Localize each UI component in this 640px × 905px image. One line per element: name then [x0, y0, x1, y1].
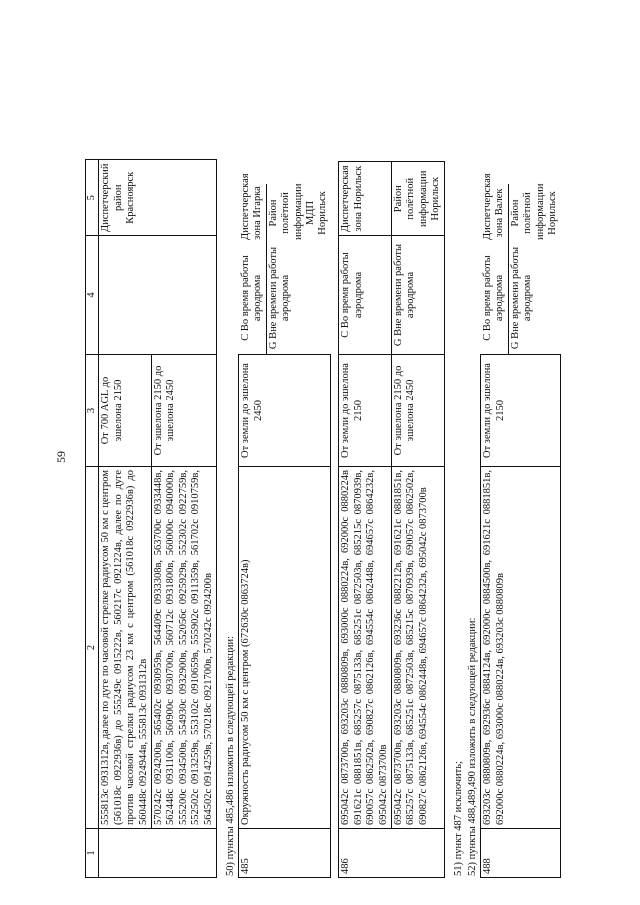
boundary-cell: 570242с 0924200в, 565402с 0930959в, 564409с 0933308в, 563700с 0933448в, 562448с 0931100в, 560900с 0930700в, 560712с 0931800в, 560000с 0940000в, 555200с 0934500в, 554930с 0932900в, 552056с 0925929в, 552302с 0922759в, 552502с 0913259в, 553102с 0910659в, 555902с 0911359в, 561702с 0910759в, 564502с 0914259в, 570218с 0921700в, 570242с 0924200в [152, 467, 217, 829]
boundary-cell: Окружность радиусом 50 км с центром (672630с 0863724в) [239, 467, 331, 829]
boundary-cell: 693203с 0880809в, 692936с 0884124в, 692000с 0884500в, 691621с 0881851в, 692000с 0880224в, 693000с 0880224в, 693203с 0880809в [481, 467, 560, 829]
altitude-cell: От земли до эшелона 2150 [339, 355, 392, 467]
unit-text: Район полётной информации Норильск [508, 184, 560, 242]
table-row [481, 184, 560, 878]
class-cell [99, 236, 217, 355]
class-cell [239, 242, 331, 355]
boundary-cell: 695042с 0873700в, 693203с 0880809в, 693000с 0880224в, 692000с 0880224в 691621с 0881851в, 685257с 0875133в, 685251с 0872503в, 685215с 0870939в, 690057с 0862502в, 690827с 0862126в, 694554с 0862448в, 694657с 0864232в, 695042с 0873700в [339, 467, 392, 829]
table-488 [480, 173, 560, 878]
page-number: 59 [54, 451, 68, 463]
altitude-cell: От земли до эшелона 2150 [481, 355, 560, 467]
table-row [99, 160, 152, 878]
col-header-2: 2 [86, 467, 99, 829]
item-number: 485 [239, 829, 331, 878]
amendment-note: 52) пункты 488,489,490 изложить в следующей редакции: [466, 617, 478, 876]
col-header-1: 1 [86, 829, 99, 878]
unit-text: Район полётной информации МДП Норильск [266, 184, 331, 242]
unit-cell: Диспетчерский район Красноярск [99, 160, 217, 236]
amendment-note: 50) пункты 485,486 изложить в следующей редакции: [225, 635, 237, 876]
class-g-text: G Вне времени работы аэродрома [508, 242, 535, 354]
class-c-text: C Во время работы аэродрома [239, 255, 264, 341]
class-c-text: C Во время работы аэродрома [481, 255, 506, 341]
item-number: 486 [339, 829, 444, 878]
col-header-4: 4 [86, 236, 99, 355]
unit-cell [481, 173, 560, 242]
altitude-cell: От эшелона 2150 до эшелона 2450 [152, 355, 217, 467]
item-number: 488 [481, 829, 560, 878]
rotated-content [85, 28, 605, 878]
class-cell: G Вне времени работы аэродрома [391, 236, 444, 355]
table-continued [85, 159, 217, 878]
col-header-5: 5 [86, 160, 99, 236]
unit-cell: Диспетчерская зона Норильск [339, 162, 392, 236]
altitude-cell: От эшелона 2150 до эшелона 2450 [391, 355, 444, 467]
table-485 [238, 173, 331, 878]
unit-cell [239, 173, 331, 242]
class-cell [481, 242, 560, 355]
class-g-text: G Вне времени работы аэродрома [266, 242, 293, 354]
row-number-cell [99, 829, 217, 878]
unit-cell: Район полётной информации Норильск [391, 162, 444, 236]
table-row [239, 184, 331, 878]
altitude-cell: От 700 AGL до эшелона 2150 [99, 355, 152, 467]
boundary-cell: 695042с 0873700в, 693203с 0880809в, 693236с 0882212в, 691621с 0881851в, 685257с 0875133в, 685251с 0872503в, 685215с 0870939в, 690057с 0862502в, 690827с 0862126в, 694554с 0862448в, 694657с 0864232в, 695042с 0873700в [391, 467, 444, 829]
header-row [86, 160, 99, 878]
boundary-cell: 555813с 0931312в, далее по дуге по часовой стрелке радиусом 50 км с центром (561018с 0922936в) до 555249с 0915222в, 560217с 0921224в, далее по дуге против часовой стрелки радиусом 23 км с центром (561018с 0922936в) до 560448с 0924944в, 555813с 0931312в [99, 467, 152, 829]
amendment-note: 51) пункт 487 исключить; [452, 761, 464, 876]
col-header-3: 3 [86, 355, 99, 467]
unit-text: Диспетчерская зона Игарка [239, 173, 264, 240]
class-cell: C Во время работы аэродрома [339, 236, 392, 355]
unit-text: Диспетчерская зона Валек [481, 173, 506, 240]
altitude-cell: От земли до эшелона 2450 [239, 355, 331, 467]
table-486 [338, 161, 444, 878]
table-row [391, 162, 444, 878]
table-row [339, 162, 392, 878]
